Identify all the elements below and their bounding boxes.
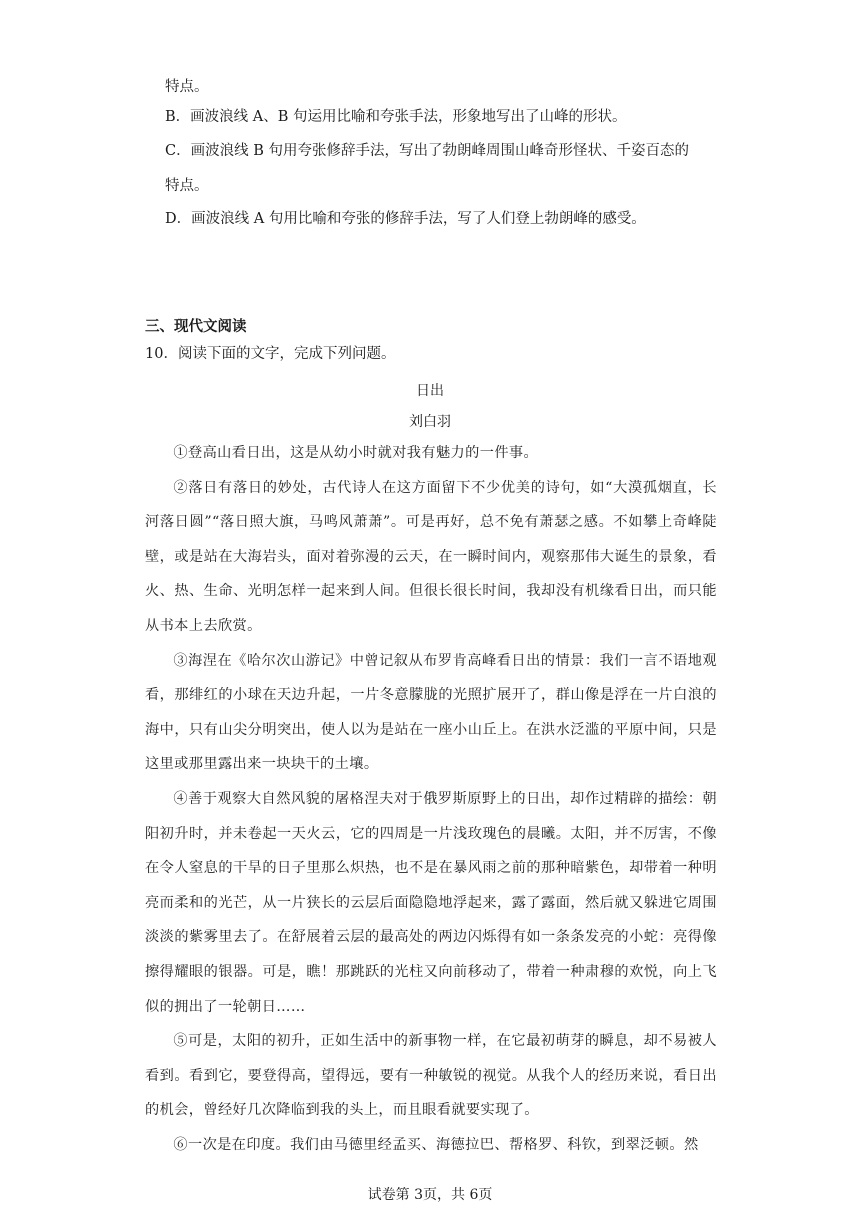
paragraph-5: ⑤可是，太阳的初升，正如生活中的新事物一样，在它最初萌芽的瞬息，却不易被人看到。看到它，要登得高，望得远，要有一种敏锐的视觉。从我个人的经历来说，看日出的机会，曾经好几次降临到我的头上，而且眼看就要实现了。 <box>145 1033 717 1119</box>
paragraph-2: ②落日有落日的妙处，古代诗人在这方面留下不少优美的诗句，如“大漠孤烟直，长河落日圆”“落日照大旗，马鸣风萧萧”。可是再好，总不免有萧瑟之感。不如攀上奇峰陡壁，或是站在大海岩头，面对着弥漫的云天，在一瞬时间内，观察那伟大诞生的景象，看火、热、生命、光明怎样一起来到人间。但很长很长时间，我却没有机缘看日出，而只能从书本上去欣赏。 <box>145 479 717 634</box>
paragraph-4: ④善于观察大自然风貌的屠格涅夫对于俄罗斯原野上的日出，却作过精辟的描绘：朝阳初升时，并未卷起一天火云，它的四周是一片浅玫瑰色的晨曦。太阳，并不厉害，不像在令人窒息的干旱的日子里那么炽热，也不是在暴风雨之前的那种暗紫色，却带着一种明亮而柔和的光芒，从一片狭长的云层后面隐隐地浮起来，露了露面，然后就又躲进它周围淡淡的紫雾里去了。在舒展着云层的最高处的两边闪烁得有如一条条发亮的小蛇：亮得像擦得耀眼的银器。可是，瞧！那跳跃的光柱又向前移动了，带着一种肃穆的欢悦，向上飞似的拥出了一轮朝日…… <box>145 790 717 1015</box>
page-footer: 试卷第 3页，共 6页 <box>367 1187 493 1203</box>
paragraph-6: ⑥一次是在印度。我们由马德里经孟买、海德拉巴、帮格罗、科钦，到翠泛顿。然 <box>173 1136 699 1153</box>
question-prompt: 10．阅读下面的文字，完成下列问题。 <box>145 346 396 362</box>
option-c-line1: C．画波浪线 B 句用夸张修辞手法，写出了勃朗峰周围山峰奇形怪状、千姿百态的 <box>165 143 689 159</box>
article-body <box>145 436 717 1162</box>
option-d: D．画波浪线 A 句用比喻和夸张的修辞手法，写了人们登上勃朗峰的感受。 <box>165 211 646 227</box>
option-a-continuation: 特点。 <box>165 79 209 95</box>
article-author: 刘白羽 <box>409 414 451 430</box>
option-b: B．画波浪线 A、B 句运用比喻和夸张手法，形象地写出了山峰的形状。 <box>165 109 627 125</box>
paragraph-1: ①登高山看日出，这是从幼小时就对我有魅力的一件事。 <box>173 445 539 461</box>
option-c-line2: 特点。 <box>165 178 209 194</box>
article-title: 日出 <box>416 383 444 399</box>
section-heading: 三、现代文阅读 <box>145 319 247 335</box>
paragraph-3: ③海涅在《哈尔次山游记》中曾记叙从布罗肯高峰看日出的情景：我们一言不语地观看，那绯红的小球在天边升起，一片冬意朦胧的光照扩展开了，群山像是浮在一片白浪的海中，只有山尖分明突出，使人以为是站在一座小山丘上。在洪水泛滥的平原中间，只是这里或那里露出来一块块干的土壤。 <box>145 652 717 773</box>
